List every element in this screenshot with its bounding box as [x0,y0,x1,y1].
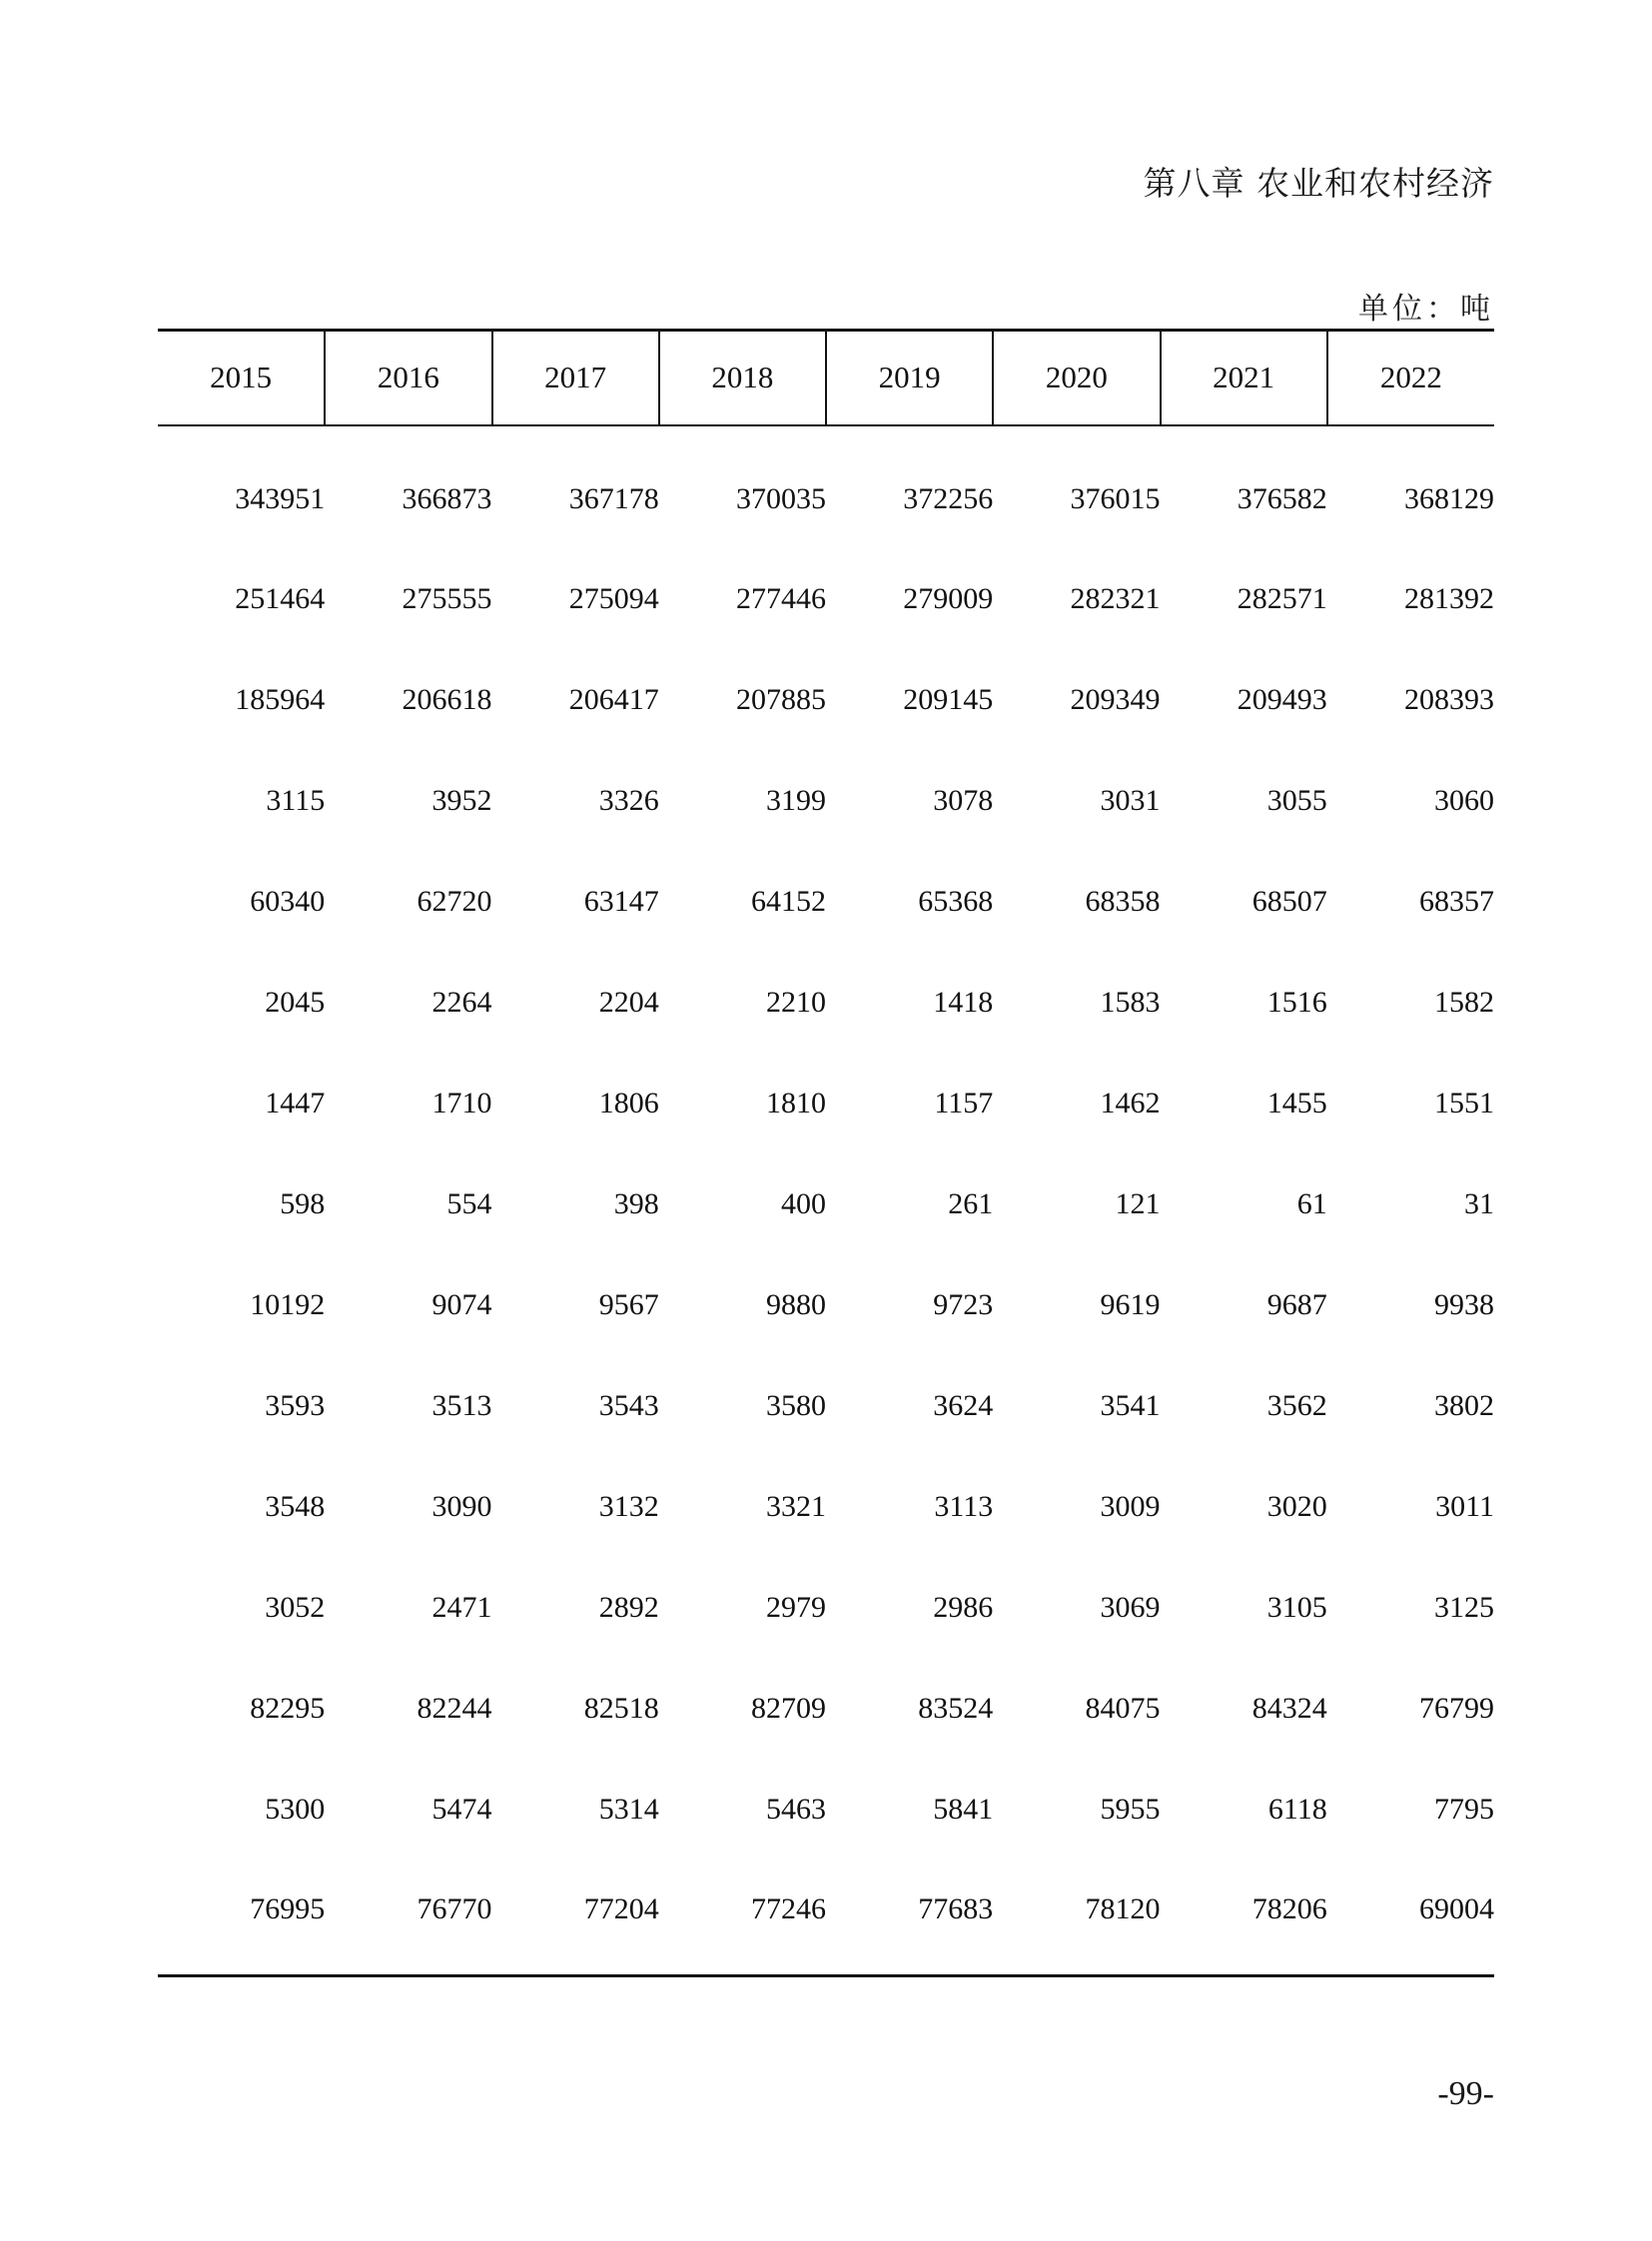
chapter-title: 第八章 农业和农村经济 [1143,164,1494,203]
table-cell: 208393 [1404,683,1494,716]
table-cell: 63147 [583,885,659,918]
table-cell: 1583 [1100,986,1161,1019]
column-header-2022: 2022 [1327,331,1494,425]
table-row [158,852,1494,953]
table-cell: 2471 [431,1591,492,1624]
table-cell: 3624 [933,1389,994,1422]
table-cell: 3115 [266,784,326,817]
table-cell: 376015 [1070,481,1161,515]
table-cell: 185964 [235,683,326,716]
table-cell: 209349 [1070,683,1161,716]
table-cell: 3513 [431,1389,492,1422]
table-cell: 3113 [934,1490,994,1523]
table-cell: 251464 [235,582,326,615]
table-cell: 82295 [250,1692,326,1725]
table-cell: 68507 [1251,885,1327,918]
table-cell: 3802 [1434,1389,1494,1422]
table-cell: 209145 [903,683,994,716]
unit-label: 单位：吨 [1358,292,1494,327]
table-cell: 2210 [766,986,826,1019]
table-cell: 5841 [933,1793,994,1826]
table-cell: 3125 [1434,1591,1494,1624]
table-cell: 3326 [598,784,659,817]
table-cell: 3562 [1266,1389,1327,1422]
table-cell: 3052 [265,1591,326,1624]
table-cell: 5314 [598,1793,659,1826]
table-cell: 3580 [766,1389,826,1422]
table-cell: 5300 [265,1793,326,1826]
table-cell: 77204 [492,1861,659,1976]
table-row [158,751,1494,852]
table-cell: 1806 [598,1087,659,1120]
table-row [158,1054,1494,1154]
table-cell: 1810 [766,1087,826,1120]
table-cell: 367178 [568,481,659,515]
table-cell: 2045 [265,986,326,1019]
table-cell: 3069 [1100,1591,1161,1624]
table-cell: 65368 [918,885,994,918]
table-cell: 3952 [431,784,492,817]
table-row [158,1760,1494,1861]
table-cell: 9567 [598,1288,659,1321]
table-cell: 3105 [1266,1591,1327,1624]
table-row [158,1154,1494,1255]
table-cell: 3132 [598,1490,659,1523]
column-header-2015: 2015 [158,331,325,425]
column-header-2019: 2019 [826,331,993,425]
table-cell: 68357 [1419,885,1494,918]
table-cell: 282571 [1237,582,1327,615]
table-cell: 5955 [1100,1793,1161,1826]
table-row [158,549,1494,650]
table-cell: 400 [781,1187,826,1220]
table-row [158,650,1494,751]
table-cell: 31 [1464,1187,1494,1220]
table-cell: 1455 [1266,1087,1327,1120]
table-cell: 3011 [1435,1490,1494,1523]
table-cell: 3593 [265,1389,326,1422]
table-cell: 209493 [1237,683,1327,716]
table-cell: 370035 [736,481,826,515]
table-cell: 3543 [598,1389,659,1422]
table-cell: 3199 [766,784,826,817]
table-cell: 82518 [583,1692,659,1725]
table-cell: 281392 [1404,582,1494,615]
table-cell: 3321 [766,1490,826,1523]
table-cell: 2986 [933,1591,994,1624]
table-cell: 275094 [568,582,659,615]
table-cell: 3078 [933,784,994,817]
table-cell: 78120 [993,1861,1160,1976]
column-header-2018: 2018 [659,331,826,425]
table-cell: 5474 [431,1793,492,1826]
table-cell: 9938 [1434,1288,1494,1321]
table-cell: 372256 [903,481,994,515]
column-header-2016: 2016 [325,331,491,425]
table-cell: 64152 [751,885,826,918]
table-cell: 277446 [736,582,826,615]
header-row [158,331,1494,425]
table-row [158,1356,1494,1457]
data-table [158,329,1494,1977]
table-cell: 1710 [431,1087,492,1120]
table-cell: 3548 [265,1490,326,1523]
table-cell: 9880 [766,1288,826,1321]
table-cell: 554 [446,1187,492,1220]
table-cell: 3009 [1100,1490,1161,1523]
table-cell: 376582 [1237,481,1327,515]
table-cell: 1447 [265,1087,326,1120]
table-row [158,425,1494,549]
table-cell: 1516 [1266,986,1327,1019]
table-cell: 1462 [1100,1087,1161,1120]
table-cell: 279009 [903,582,994,615]
table-cell: 77683 [826,1861,993,1976]
table-row [158,1255,1494,1356]
table-cell: 2204 [598,986,659,1019]
table-cell: 82244 [416,1692,492,1725]
table-cell: 9619 [1100,1288,1161,1321]
table-row [158,1457,1494,1558]
column-header-2017: 2017 [492,331,659,425]
table-cell: 60340 [250,885,326,918]
table-cell: 368129 [1404,481,1494,515]
table-cell: 5463 [766,1793,826,1826]
table-cell: 77246 [659,1861,826,1976]
column-header-2020: 2020 [993,331,1160,425]
column-header-2021: 2021 [1161,331,1327,425]
table-cell: 78206 [1161,1861,1327,1976]
table-cell: 3090 [431,1490,492,1523]
table-cell: 1551 [1434,1087,1494,1120]
table-cell: 82709 [751,1692,826,1725]
table-cell: 398 [613,1187,659,1220]
table-cell: 9723 [933,1288,994,1321]
table-cell: 366873 [402,481,492,515]
table-cell: 7795 [1434,1793,1494,1826]
table-cell: 1582 [1434,986,1494,1019]
table-cell: 282321 [1070,582,1161,615]
table-row [158,953,1494,1054]
table-cell: 76995 [158,1861,325,1976]
table-cell: 2892 [598,1591,659,1624]
table-cell: 1157 [934,1087,994,1120]
table-cell: 598 [280,1187,326,1220]
table-cell: 3060 [1434,784,1494,817]
table-cell: 84324 [1251,1692,1327,1725]
table-cell: 3020 [1266,1490,1327,1523]
table-cell: 10192 [250,1288,326,1321]
table-cell: 261 [948,1187,994,1220]
table-cell: 62720 [416,885,492,918]
table-cell: 1418 [933,986,994,1019]
table-cell: 6118 [1267,1793,1327,1826]
table-cell: 69004 [1327,1861,1494,1976]
table-cell: 76770 [325,1861,491,1976]
table-cell: 3055 [1266,784,1327,817]
table-cell: 207885 [736,683,826,716]
table-cell: 2264 [431,986,492,1019]
table-cell: 206618 [402,683,492,716]
table-row [158,1861,1494,1976]
table-row [158,1659,1494,1760]
table-body [158,425,1494,1976]
table-cell: 84075 [1085,1692,1161,1725]
table-cell: 83524 [918,1692,994,1725]
table-cell: 2979 [766,1591,826,1624]
table-row [158,1558,1494,1659]
table-cell: 9074 [431,1288,492,1321]
table-cell: 121 [1115,1187,1161,1220]
table-cell: 206417 [568,683,659,716]
table-cell: 343951 [235,481,326,515]
table-cell: 3031 [1100,784,1161,817]
page-number: -99- [1437,2075,1494,2112]
table-cell: 9687 [1266,1288,1327,1321]
data-table-container [158,329,1494,1977]
table-cell: 275555 [402,582,492,615]
table-header [158,331,1494,425]
table-cell: 68358 [1085,885,1161,918]
table-cell: 76799 [1419,1692,1494,1725]
table-cell: 61 [1296,1187,1327,1220]
table-cell: 3541 [1100,1389,1161,1422]
